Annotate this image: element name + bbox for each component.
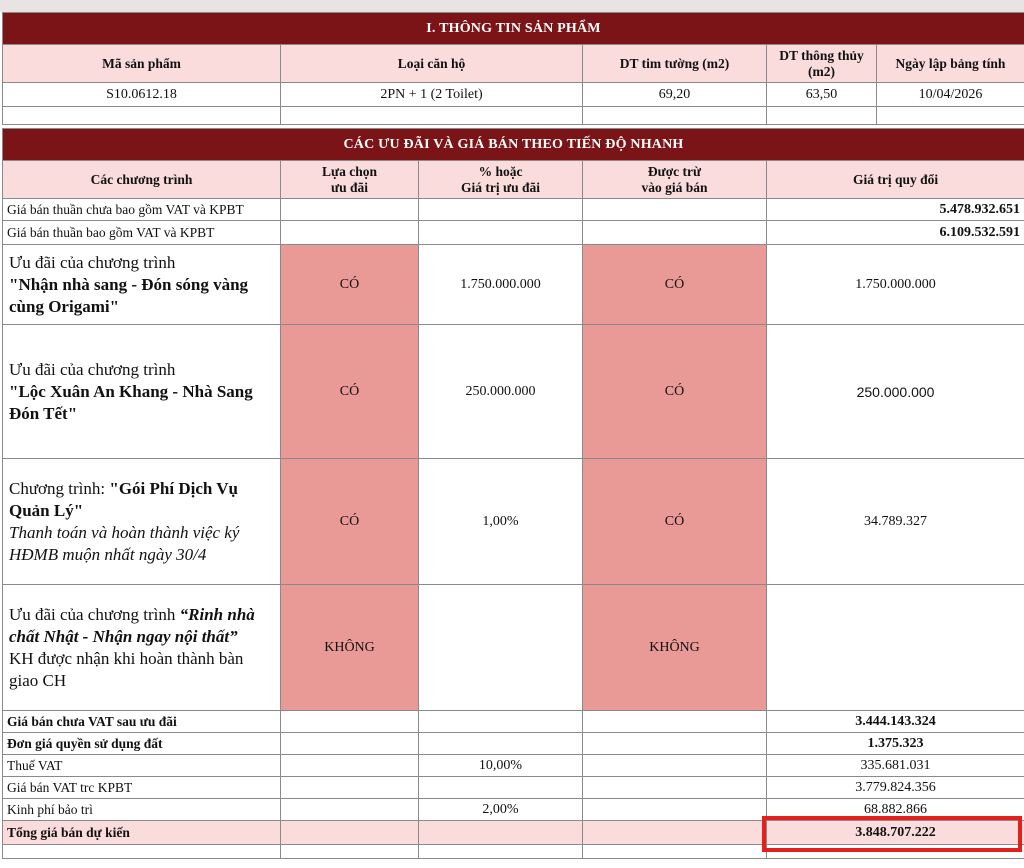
program-amount: 250.000.000	[419, 325, 583, 459]
clear-area: 63,50	[767, 83, 877, 107]
empty-cell	[281, 821, 419, 845]
program-value	[767, 585, 1024, 711]
summary-label: Thuế VAT	[3, 755, 281, 777]
total-row	[3, 821, 1024, 845]
calc-date: 10/04/2026	[877, 83, 1024, 107]
section1-band	[3, 13, 1024, 45]
summary-label: Giá bán VAT trc KPBT	[3, 777, 281, 799]
empty-cell	[281, 221, 419, 245]
header-date: Ngày lập bảng tính	[877, 45, 1024, 83]
header-product-code: Mã sản phẩm	[3, 45, 281, 83]
program-choice: CÓ	[281, 459, 419, 585]
empty-cell	[583, 733, 767, 755]
empty-cell	[281, 711, 419, 733]
header-deduct-line2: vào giá bán	[641, 179, 708, 195]
summary-value: 3.779.824.356	[767, 777, 1024, 799]
program-value: 250.000.000	[767, 325, 1024, 459]
header-pct-line2: Giá trị ưu đãi	[461, 179, 540, 195]
program-line1: Ưu đãi của chương trình	[9, 252, 176, 272]
base-price-vat-value: 6.109.532.591	[767, 221, 1024, 245]
program-name	[3, 585, 281, 711]
header-value: Giá trị quy đổi	[767, 161, 1024, 199]
summary-value: 3.444.143.324	[767, 711, 1024, 733]
program-name	[3, 459, 281, 585]
header-choice	[281, 161, 419, 199]
header-deduct-line1: Được trừ	[647, 163, 702, 179]
section1-header-row	[3, 45, 1024, 83]
product-code: S10.0612.18	[3, 83, 281, 107]
program-amount: 1,00%	[419, 459, 583, 585]
empty-cell	[281, 845, 419, 859]
empty-cell	[281, 799, 419, 821]
section2-title: CÁC ƯU ĐÃI VÀ GIÁ BÁN THEO TIẾN ĐỘ NHANH	[3, 129, 1024, 161]
summary-value: 1.375.323	[767, 733, 1024, 755]
total-pct	[419, 821, 583, 845]
base-price-vat-label: Giá bán thuần bao gồm VAT và KPBT	[3, 221, 281, 245]
summary-row	[3, 711, 1024, 733]
empty-cell	[281, 777, 419, 799]
empty-cell	[3, 845, 281, 859]
program-choice: CÓ	[281, 245, 419, 325]
summary-label: Giá bán chưa VAT sau ưu đãi	[3, 711, 281, 733]
trailing-empty-row	[3, 845, 1024, 859]
summary-label: Đơn giá quyền sử dụng đất	[3, 733, 281, 755]
empty-cell	[767, 107, 877, 125]
program-deduct: CÓ	[583, 325, 767, 459]
summary-row	[3, 799, 1024, 821]
program-row	[3, 459, 1024, 585]
base-price-label: Giá bán thuần chưa bao gồm VAT và KPBT	[3, 199, 281, 221]
program-choice: CÓ	[281, 325, 419, 459]
section2-band	[3, 129, 1024, 161]
apartment-type: 2PN + 1 (2 Toilet)	[281, 83, 583, 107]
base-price-vat-row	[3, 221, 1024, 245]
top-strip	[0, 0, 1024, 12]
empty-cell	[583, 799, 767, 821]
empty-cell	[281, 199, 419, 221]
program-choice: KHÔNG	[281, 585, 419, 711]
section1-title: I. THÔNG TIN SẢN PHẨM	[3, 13, 1024, 45]
header-programs: Các chương trình	[3, 161, 281, 199]
total-label: Tổng giá bán dự kiến	[3, 821, 281, 845]
summary-row	[3, 755, 1024, 777]
program-line2: "Nhận nhà sang - Đón sóng vàng cùng Origami"	[9, 274, 249, 316]
empty-cell	[583, 755, 767, 777]
program-line1: Ưu đãi của chương trình	[9, 359, 176, 379]
program-value: 1.750.000.000	[767, 245, 1024, 325]
summary-pct	[419, 733, 583, 755]
program-line2: KH được nhận khi hoàn thành bàn giao CH	[9, 648, 244, 690]
header-choice-line1: Lựa chọn	[322, 163, 377, 179]
empty-cell	[877, 107, 1024, 125]
summary-value: 68.882.866	[767, 799, 1024, 821]
empty-cell	[767, 845, 1024, 859]
program-row	[3, 245, 1024, 325]
program-deduct: CÓ	[583, 459, 767, 585]
empty-cell	[583, 821, 767, 845]
empty-cell	[281, 107, 583, 125]
header-pct	[419, 161, 583, 199]
header-deduct	[583, 161, 767, 199]
empty-cell	[583, 221, 767, 245]
summary-pct	[419, 777, 583, 799]
base-price-row	[3, 199, 1024, 221]
program-amount	[419, 585, 583, 711]
summary-value: 335.681.031	[767, 755, 1024, 777]
header-wall-area: DT tim tường (m2)	[583, 45, 767, 83]
summary-row	[3, 733, 1024, 755]
offers-table	[2, 128, 1024, 859]
empty-cell	[583, 845, 767, 859]
product-info-table	[2, 12, 1024, 125]
empty-cell	[3, 107, 281, 125]
program-line1-prefix: Ưu đãi của chương trình	[9, 604, 180, 624]
program-deduct: KHÔNG	[583, 585, 767, 711]
summary-pct: 10,00%	[419, 755, 583, 777]
program-line1-prefix: Chương trình:	[9, 478, 110, 498]
wall-area: 69,20	[583, 83, 767, 107]
program-line2: "Lộc Xuân An Khang - Nhà Sang Đón Tết"	[9, 381, 253, 423]
empty-cell	[583, 107, 767, 125]
header-clear-area: DT thông thủy (m2)	[767, 45, 877, 83]
empty-cell	[281, 755, 419, 777]
program-amount: 1.750.000.000	[419, 245, 583, 325]
total-value: 3.848.707.222	[767, 821, 1024, 845]
header-pct-line1: % hoặc	[478, 163, 523, 179]
empty-cell	[583, 199, 767, 221]
program-line2: Thanh toán và hoàn thành việc ký HĐMB muộn nhất ngày 30/4	[9, 522, 240, 564]
empty-cell	[583, 777, 767, 799]
empty-cell	[419, 845, 583, 859]
program-name	[3, 245, 281, 325]
program-line1-bold: "Gói Phí Dịch Vụ Quản Lý"	[9, 478, 238, 520]
summary-row	[3, 777, 1024, 799]
empty-cell	[419, 221, 583, 245]
empty-cell	[419, 199, 583, 221]
header-apartment-type: Loại căn hộ	[281, 45, 583, 83]
program-value: 34.789.327	[767, 459, 1024, 585]
header-choice-line2: ưu đãi	[331, 179, 368, 195]
empty-cell	[583, 711, 767, 733]
section1-value-row	[3, 83, 1024, 107]
summary-label: Kinh phí bảo trì	[3, 799, 281, 821]
program-line1-bold: “Rinh nhà chất Nhật - Nhận ngay nội thất”	[9, 604, 255, 646]
program-name	[3, 325, 281, 459]
program-row	[3, 325, 1024, 459]
section2-header-row	[3, 161, 1024, 199]
section1-empty-row	[3, 107, 1024, 125]
summary-pct: 2,00%	[419, 799, 583, 821]
program-deduct: CÓ	[583, 245, 767, 325]
summary-pct	[419, 711, 583, 733]
base-price-value: 5.478.932.651	[767, 199, 1024, 221]
program-row	[3, 585, 1024, 711]
empty-cell	[281, 733, 419, 755]
